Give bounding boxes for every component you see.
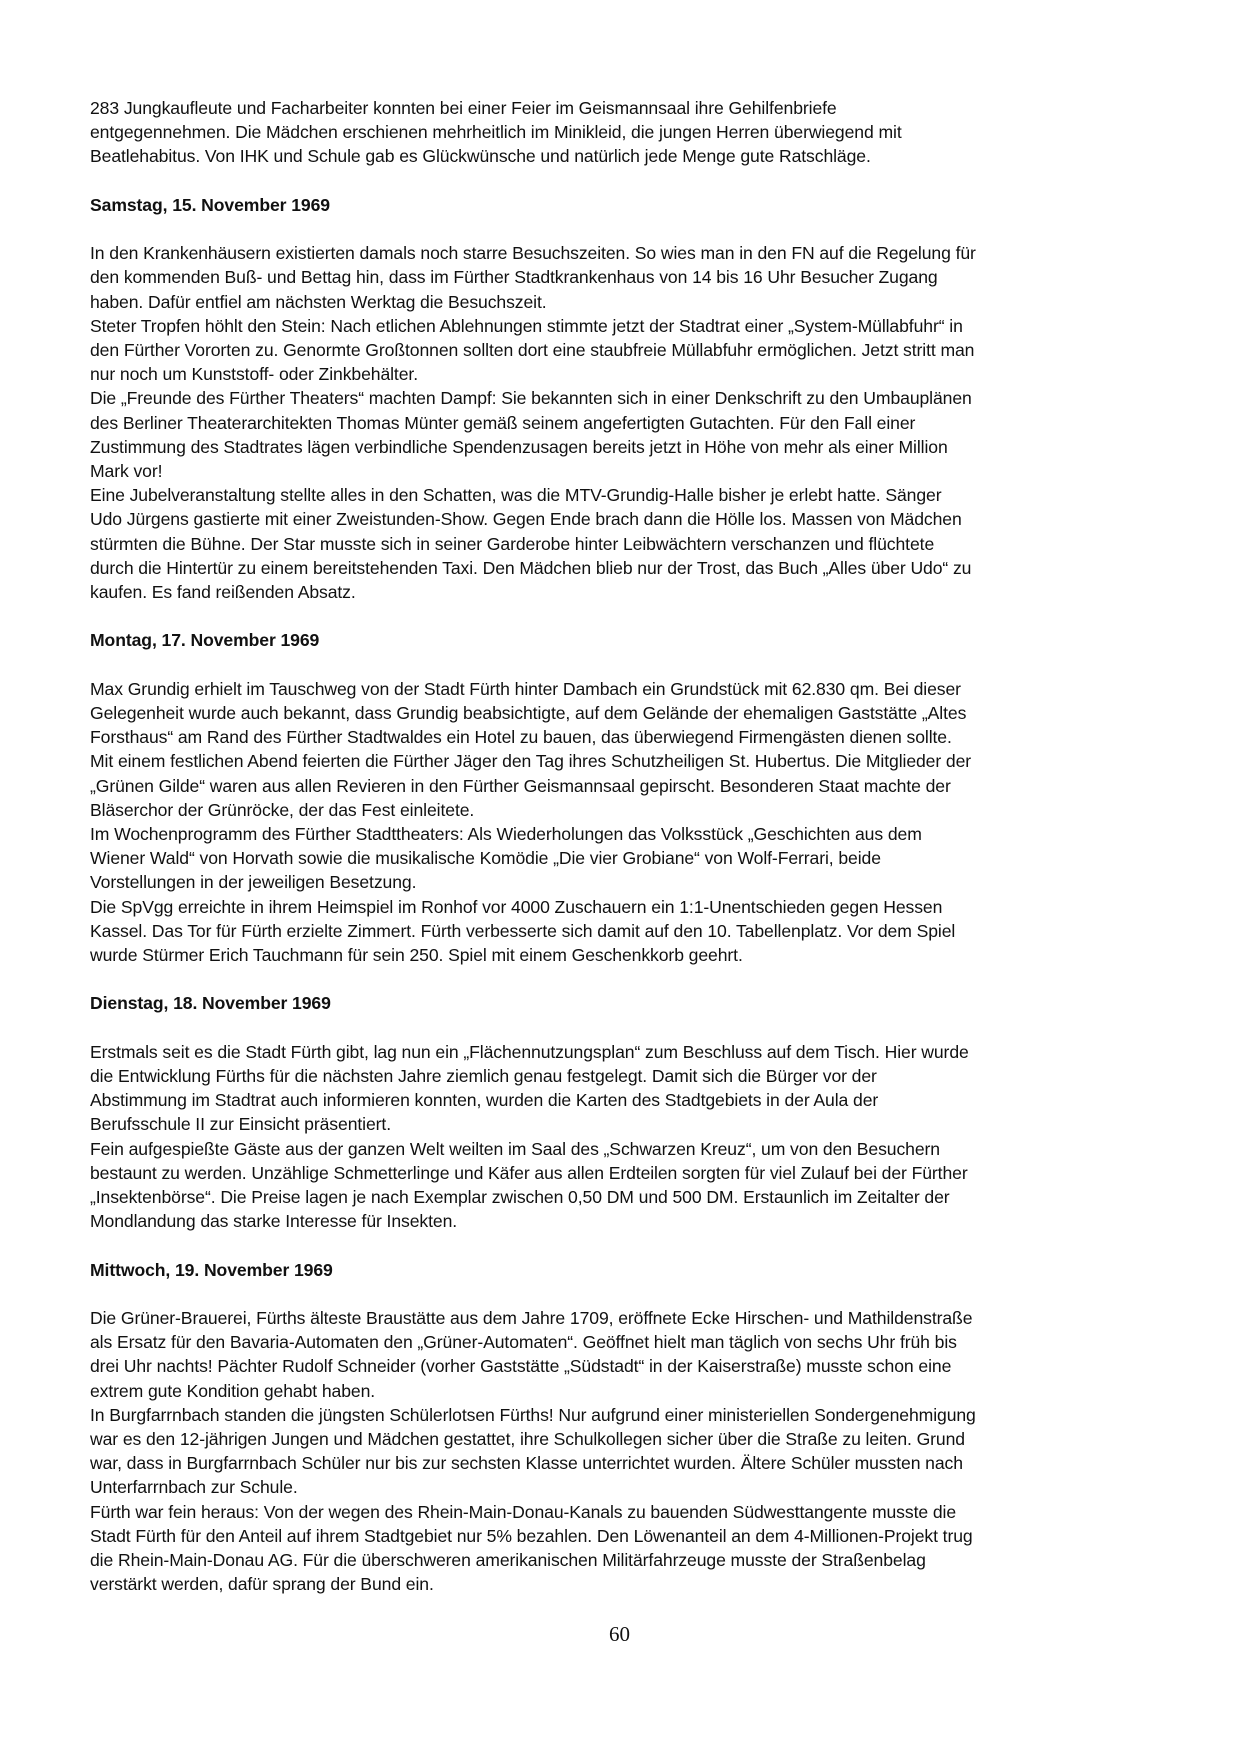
paragraph: [90, 895, 1150, 968]
paragraph: [90, 822, 1150, 895]
spacer: [90, 1233, 1150, 1257]
text-line: war es den 12-jährigen Jungen und Mädchen gestattet, ihre Schulkollegen sicher über die Straße zu leiten. Grund: [90, 1429, 965, 1450]
paragraph: [90, 483, 1150, 604]
text-line: Eine Jubelveranstaltung stellte alles in den Schatten, was die MTV-Grundig-Halle bisher je erlebt hatte. Sänger: [90, 485, 942, 506]
paragraph: [90, 1500, 1150, 1597]
text-line: Abstimmung im Stadtrat auch informieren konnten, wurden die Karten des Stadtgebiets in der Aula der: [90, 1090, 879, 1111]
text-line: Wiener Wald“ von Horvath sowie die musikalische Komödie „Die vier Grobiane“ von Wolf-Ferrari, beide: [90, 848, 881, 869]
date-heading: Mittwoch, 19. November 1969: [90, 1259, 333, 1280]
text-line: die Rhein-Main-Donau AG. Für die überschweren amerikanischen Militärfahrzeuge musste der Straßenbelag: [90, 1550, 926, 1571]
paragraph: [90, 1403, 1150, 1500]
intro-paragraph: [90, 96, 1150, 169]
text-line: Max Grundig erhielt im Tauschweg von der Stadt Fürth hinter Dambach ein Grundstück mit 62.830 qm. Bei dieser: [90, 678, 961, 699]
paragraph: [90, 677, 1150, 750]
text-line: haben. Dafür entfiel am nächsten Werktag die Besuchszeit.: [90, 291, 547, 312]
text-line: In Burgfarrnbach standen die jüngsten Schülerlotsen Fürths! Nur aufgrund einer ministeriellen Sondergenehmigung: [90, 1404, 976, 1425]
text-line: extrem gute Kondition gehabt haben.: [90, 1380, 376, 1401]
paragraph: [90, 1306, 1150, 1403]
page-number: 60: [609, 1622, 630, 1646]
document-page: [90, 96, 1150, 1596]
text-line: Bläserchor der Grünröcke, der das Fest einleitete.: [90, 799, 475, 820]
text-line: „Insektenbörse“. Die Preise lagen je nach Exemplar zwischen 0,50 DM und 500 DM. Erstaunlich im Zeitalter der: [90, 1187, 950, 1208]
spacer: [90, 604, 1150, 628]
text-line: Zustimmung des Stadtrates lägen verbindliche Spendenzusagen bereits jetzt in Höhe von mehr als einer Million: [90, 436, 948, 457]
text-line: Beatlehabitus. Von IHK und Schule gab es Glückwünsche und natürlich jede Menge gute Ratschläge.: [90, 146, 871, 167]
section-samstag: [90, 193, 1150, 604]
text-line: die Entwicklung Fürths für die nächsten Jahre ziemlich genau festgelegt. Damit sich die Bürger vor der: [90, 1066, 877, 1087]
text-line: bestaunt zu werden. Unzählige Schmetterlinge und Käfer aus allen Erdteilen sorgten für viel Zulauf bei der Fürther: [90, 1162, 968, 1183]
spacer: [90, 169, 1150, 193]
section-montag: [90, 628, 1150, 967]
text-line: den Fürther Vororten zu. Genormte Großtonnen sollten dort eine staubfreie Müllabfuhr ermöglichen. Jetzt stritt man: [90, 340, 975, 360]
text-line: Berufsschule II zur Einsicht präsentiert.: [90, 1114, 391, 1135]
text-line: war, dass in Burgfarrnbach Schüler nur bis zur sechsten Klasse unterrichtet wurden. Ältere Schüler mussten nach: [90, 1453, 963, 1474]
text-line: Unterfarrnbach zur Schule.: [90, 1477, 298, 1498]
text-line: kaufen. Es fand reißenden Absatz.: [90, 582, 356, 603]
text-line: Im Wochenprogramm des Fürther Stadttheaters: Als Wiederholungen das Volksstück „Geschichten aus dem: [90, 824, 922, 845]
spacer: [90, 1016, 1150, 1040]
text-line: Kassel. Das Tor für Fürth erzielte Zimmert. Fürth verbesserte sich damit auf den 10. Tabellenplatz. Vor dem Spiel: [90, 920, 956, 941]
text-line: Forsthaus“ am Rand des Fürther Stadtwaldes ein Hotel zu bauen, das überwiegend Firmengästen dienen sollte.: [90, 727, 952, 748]
text-line: Steter Tropfen höhlt den Stein: Nach etlichen Ablehnungen stimmte jetzt der Stadtrat einer „System-Müllabfuhr“ in: [90, 315, 963, 336]
text-line: drei Uhr nachts! Pächter Rudolf Schneider (vorher Gaststätte „Südstadt“ in der Kaiserstraße) musste schon eine: [90, 1356, 952, 1377]
paragraph: [90, 749, 1150, 822]
text-line: den kommenden Buß- und Bettag hin, dass im Fürther Stadtkrankenhaus von 14 bis 16 Uhr Besucher Zugang: [90, 267, 938, 288]
text-line: „Grünen Gilde“ waren aus allen Revieren in den Fürther Geismannsaal gepirscht. Besonderen Staat machte der: [90, 775, 951, 796]
text-line: nur noch um Kunststoff- oder Zinkbehälter.: [90, 364, 418, 385]
text-line: als Ersatz für den Bavaria-Automaten den „Grüner-Automaten“. Geöffnet hielt man täglich von sechs Uhr früh bis: [90, 1332, 957, 1353]
text-line: Mondlandung das starke Interesse für Insekten.: [90, 1211, 458, 1232]
text-line: Vorstellungen in der jeweiligen Besetzung.: [90, 872, 417, 893]
text-line: des Berliner Theaterarchitekten Thomas Münter gemäß seinem angefertigten Gutachten. Für den Fall einer: [90, 412, 916, 433]
text-line: entgegennehmen. Die Mädchen erschienen mehrheitlich im Minikleid, die jungen Herren überwiegend mit: [90, 122, 902, 143]
text-line: stürmten die Bühne. Der Star musste sich in seiner Garderobe hinter Leibwächtern verschanzen und flüchtete: [90, 533, 935, 554]
date-heading: Montag, 17. November 1969: [90, 630, 320, 651]
spacer: [90, 217, 1150, 241]
text-line: In den Krankenhäusern existierten damals noch starre Besuchszeiten. So wies man in den FN auf die Regelung für: [90, 243, 976, 264]
text-line: durch die Hintertür zu einem bereitstehenden Taxi. Den Mädchen blieb nur der Trost, das Buch „Alles über Udo“ zu: [90, 557, 972, 578]
text-line: Fein aufgespießte Gäste aus der ganzen Welt weilten im Saal des „Schwarzen Kreuz“, um von den Besuchern: [90, 1138, 940, 1159]
text-line: 283 Jungkaufleute und Facharbeiter konnten bei einer Feier im Geismannsaal ihre Gehilfenbriefe: [90, 98, 837, 118]
text-line: Die Grüner-Brauerei, Fürths älteste Braustätte aus dem Jahre 1709, eröffnete Ecke Hirschen- und Mathildenstraße: [90, 1308, 973, 1329]
section-mittwoch: [90, 1258, 1150, 1597]
paragraph: [90, 1137, 1150, 1234]
text-line: Stadt Fürth für den Anteil auf ihrem Stadtgebiet nur 5% bezahlen. Den Löwenanteil an dem 4-Millionen-Projekt trug: [90, 1525, 973, 1546]
text-line: Mark vor!: [90, 461, 163, 482]
text-line: Erstmals seit es die Stadt Fürth gibt, lag nun ein „Flächennutzungsplan“ zum Beschluss auf dem Tisch. Hier wurde: [90, 1041, 969, 1062]
paragraph: [90, 314, 1150, 387]
section-dienstag: [90, 991, 1150, 1233]
text-line: Fürth war fein heraus: Von der wegen des Rhein-Main-Donau-Kanals zu bauenden Südwesttangente musste die: [90, 1501, 957, 1522]
text-line: Mit einem festlichen Abend feierten die Fürther Jäger den Tag ihres Schutzheiligen St. Hubertus. Die Mitglieder der: [90, 751, 972, 772]
date-heading: Dienstag, 18. November 1969: [90, 993, 331, 1014]
text-line: Gelegenheit wurde auch bekannt, dass Grundig beabsichtigte, auf dem Gelände der ehemaligen Gaststätte „Altes: [90, 703, 967, 724]
paragraph: [90, 1040, 1150, 1137]
date-heading: Samstag, 15. November 1969: [90, 194, 330, 215]
text-line: Udo Jürgens gastierte mit einer Zweistunden-Show. Gegen Ende brach dann die Hölle los. Massen von Mädchen: [90, 509, 962, 530]
spacer: [90, 653, 1150, 677]
text-line: Die „Freunde des Fürther Theaters“ machten Dampf: Sie bekannten sich in einer Denkschrift zu den Umbauplänen: [90, 388, 972, 409]
text-line: Die SpVgg erreichte in ihrem Heimspiel im Ronhof vor 4000 Zuschauern ein 1:1-Unentschieden gegen Hessen: [90, 896, 943, 917]
spacer: [90, 1282, 1150, 1306]
spacer: [90, 967, 1150, 991]
text-line: wurde Stürmer Erich Tauchmann für sein 250. Spiel mit einem Geschenkkorb geehrt.: [90, 945, 743, 966]
text-line: verstärkt werden, dafür sprang der Bund ein.: [90, 1574, 434, 1595]
paragraph: [90, 386, 1150, 483]
paragraph: [90, 241, 1150, 314]
